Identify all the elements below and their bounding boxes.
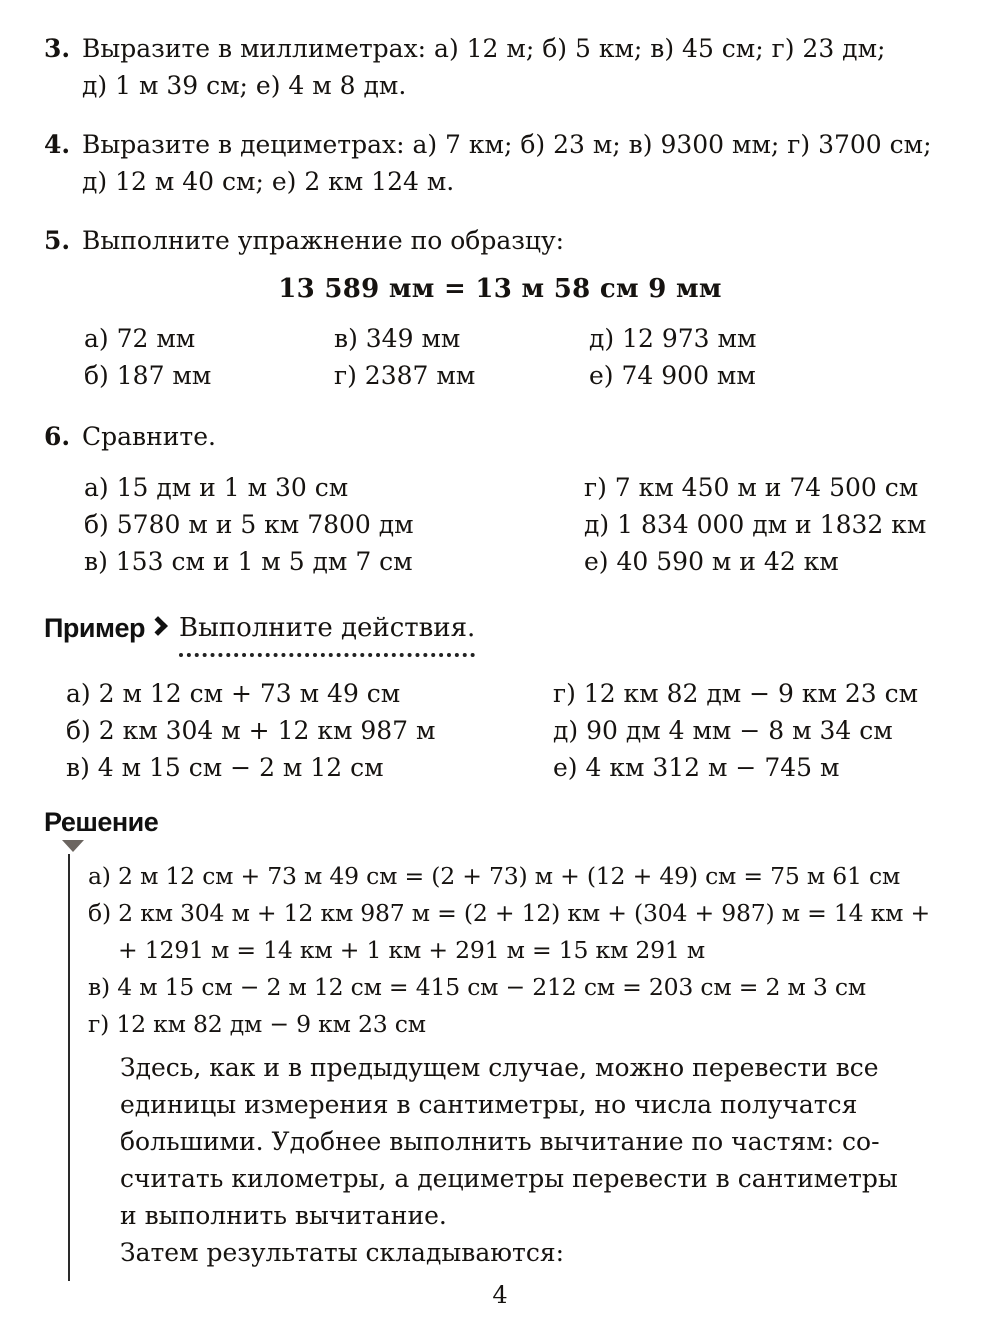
explanation-line: единицы измерения в сантиметры, но числа получатся <box>120 1090 858 1119</box>
list-item: б) 2 км 304 м + 12 км 987 м <box>66 716 436 745</box>
explanation-closing: Затем результаты складываются: <box>120 1238 565 1267</box>
page-number: 4 <box>492 1281 508 1309</box>
problem-3-line-1: Выразите в миллиметрах: а) 12 м; б) 5 км; в) 45 см; г) 23 дм; <box>82 34 886 63</box>
problem-6-list <box>84 469 956 580</box>
example-header <box>44 612 956 657</box>
problem-6 <box>44 418 956 455</box>
solution-step: в) 4 м 15 см − 2 м 12 см = 415 см − 212 см = 203 см = 2 м 3 см <box>88 973 866 1001</box>
solution-step: б) 2 км 304 м + 12 км 987 м = (2 + 12) км + (304 + 987) м = 14 км + <box>88 899 930 927</box>
list-item: г) 12 км 82 дм − 9 км 23 см <box>553 679 919 708</box>
problem-3-number: 3. <box>44 34 71 63</box>
list-item: е) 40 590 м и 42 км <box>584 547 839 576</box>
list-item: г) 2387 мм <box>334 361 476 390</box>
explanation-line: и выполнить вычитание. <box>120 1201 447 1230</box>
list-item: а) 72 мм <box>84 324 196 353</box>
list-item: б) 187 мм <box>84 361 212 390</box>
example-list <box>66 675 956 786</box>
explanation-line: Здесь, как и в предыдущем случае, можно перевести все <box>120 1053 879 1082</box>
list-item: в) 153 см и 1 м 5 дм 7 см <box>84 547 413 576</box>
solution-step-continuation: + 1291 м = 14 км + 1 км + 291 м = 15 км 291 м <box>118 936 705 964</box>
solution-label: Решение <box>44 807 159 837</box>
problem-5-list <box>84 320 956 394</box>
problem-3-text <box>82 30 885 104</box>
list-item: д) 1 834 000 дм и 1832 км <box>584 510 927 539</box>
solution-step: а) 2 м 12 см + 73 м 49 см = (2 + 73) м + (12 + 49) см = 75 м 61 см <box>88 862 901 890</box>
sample-conversion-formula: 13 589 мм = 13 м 58 см 9 мм <box>278 274 722 304</box>
example-title: Выполните действия. <box>179 612 475 657</box>
solution-body <box>68 854 956 1281</box>
problem-4-line-1: Выразите в дециметрах: а) 7 км; б) 23 м; в) 9300 мм; г) 3700 см; <box>82 130 932 159</box>
triangle-down-icon <box>62 840 84 852</box>
problem-5-number: 5. <box>44 226 71 255</box>
problem-6-title: Сравните. <box>82 422 217 451</box>
problem-5-column-1 <box>84 320 334 394</box>
problem-5-column-3 <box>589 320 756 394</box>
list-item: д) 12 973 мм <box>589 324 757 353</box>
problem-4-number: 4. <box>44 130 71 159</box>
problem-5 <box>44 222 956 259</box>
example-column-2 <box>553 675 918 786</box>
problem-5-title: Выполните упражнение по образцу: <box>82 226 565 255</box>
example-column-1 <box>66 675 553 786</box>
list-item: б) 5780 м и 5 км 7800 дм <box>84 510 414 539</box>
problem-3 <box>44 30 956 104</box>
problem-6-number: 6. <box>44 422 71 451</box>
list-item: е) 4 км 312 м − 745 м <box>553 753 840 782</box>
explanation-line: считать километры, а дециметры перевести в сантиметры <box>120 1164 898 1193</box>
list-item: в) 349 мм <box>334 324 461 353</box>
arrow-right-icon <box>148 616 168 636</box>
explanation-line: большими. Удобнее выполнить вычитание по частям: со- <box>120 1127 880 1156</box>
problem-6-column-1 <box>84 469 584 580</box>
solution-explanation <box>120 1049 956 1271</box>
problem-4-text <box>82 126 932 200</box>
solution-header <box>44 806 956 852</box>
list-item: е) 74 900 мм <box>589 361 756 390</box>
problem-3-line-2: д) 1 м 39 см; е) 4 м 8 дм. <box>82 71 407 100</box>
list-item: а) 15 дм и 1 м 30 см <box>84 473 349 502</box>
list-item: в) 4 м 15 см − 2 м 12 см <box>66 753 384 782</box>
list-item: г) 7 км 450 м и 74 500 см <box>584 473 919 502</box>
problem-6-column-2 <box>584 469 926 580</box>
solution-step: г) 12 км 82 дм − 9 км 23 см <box>88 1010 426 1038</box>
list-item: а) 2 м 12 см + 73 м 49 см <box>66 679 401 708</box>
problem-4-line-2: д) 12 м 40 см; е) 2 км 124 м. <box>82 167 455 196</box>
problem-5-column-2 <box>334 320 589 394</box>
list-item: д) 90 дм 4 мм − 8 м 34 см <box>553 716 893 745</box>
example-label: Пример <box>44 613 145 643</box>
problem-4 <box>44 126 956 200</box>
